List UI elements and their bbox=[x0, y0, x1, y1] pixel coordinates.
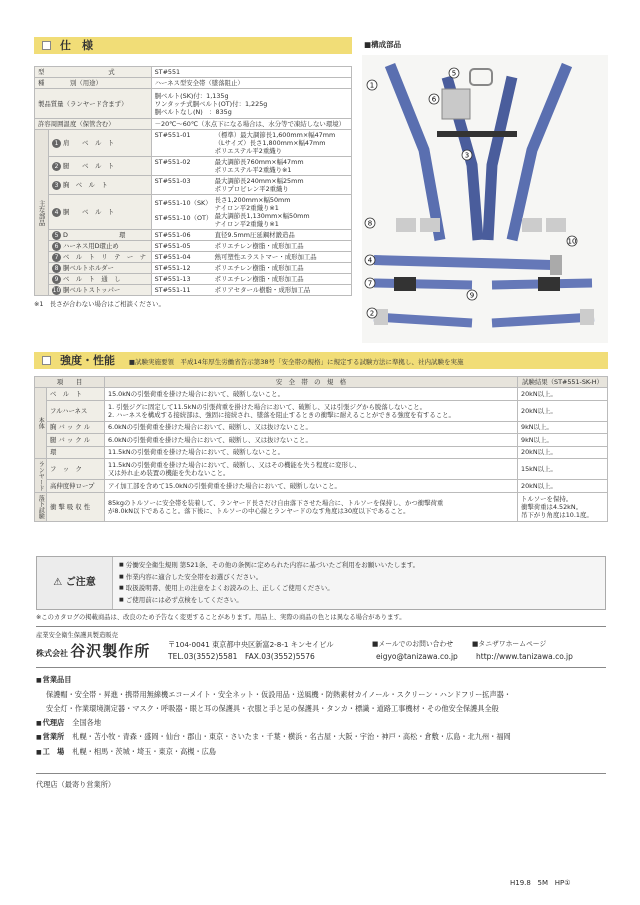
perf-row bbox=[35, 492, 608, 522]
perf-result bbox=[518, 421, 608, 434]
part-code: ST#551-03 bbox=[154, 177, 191, 185]
part-name bbox=[49, 176, 152, 195]
perf-std-line: が8.0kN以下であること。落下後に、トルソーの中心線とランヤードのなす角度は30度以下であること。 bbox=[108, 506, 410, 515]
part-name-text: 肩 ベ ル ト bbox=[63, 138, 115, 147]
caution-box bbox=[36, 556, 606, 610]
thigh-buckle-left bbox=[394, 277, 416, 291]
perf-result bbox=[518, 434, 608, 447]
part-number: 8 bbox=[52, 264, 61, 273]
part-row bbox=[35, 195, 352, 230]
perf-result-line: 20kN以上。 bbox=[521, 448, 557, 457]
part-desc-line: ポリエステル平2重織り bbox=[214, 147, 283, 155]
mail-link[interactable]: eigyo@tanizawa.co.jp bbox=[376, 652, 458, 661]
company-name: 株式会社 谷沢製作所 bbox=[36, 642, 151, 660]
part-code: ST#551-01 bbox=[154, 131, 191, 139]
perf-std bbox=[105, 446, 518, 459]
part-name bbox=[49, 274, 152, 285]
perf-result bbox=[518, 459, 608, 480]
d-ring-stopper bbox=[442, 89, 470, 119]
part-code: ST#551-11 bbox=[154, 286, 191, 294]
part-name bbox=[49, 252, 152, 263]
perf-row bbox=[35, 434, 608, 447]
part-row bbox=[35, 241, 352, 252]
footer bbox=[510, 879, 571, 888]
weight-n: 胴ベルトなし(N) ：835g bbox=[154, 107, 232, 116]
d-ring bbox=[470, 69, 492, 85]
part-desc-line: ポリエステル平2重織り※1 bbox=[214, 166, 292, 174]
holder-right bbox=[522, 218, 542, 232]
agency-value: 全国各地 bbox=[72, 717, 102, 727]
part-number: 5 bbox=[52, 231, 61, 240]
part-name-text: ハーネス用D環止め bbox=[63, 241, 119, 250]
footer-count: 5M bbox=[537, 879, 549, 887]
thigh-buckle-right bbox=[538, 277, 560, 291]
part-desc-line: ポリエチレン樹脂・成形加工品 bbox=[214, 264, 304, 272]
part-name-text: 胸 ベ ル ト bbox=[63, 180, 108, 189]
part-number: 6 bbox=[52, 242, 61, 251]
perf-result-line: 20kN以上。 bbox=[521, 406, 557, 415]
part-code: ST#551-04 bbox=[154, 253, 191, 261]
perf-result-line: 20kN以上。 bbox=[521, 481, 557, 490]
agency-label: ■ 代理店 bbox=[36, 718, 64, 727]
perf-col-std: 安 全 帯 の 規 格 bbox=[105, 377, 518, 388]
part-name bbox=[49, 157, 152, 176]
part-code: ST#551-12 bbox=[154, 264, 191, 272]
part-desc bbox=[151, 195, 351, 230]
part-desc bbox=[151, 241, 351, 252]
part-desc bbox=[151, 263, 351, 274]
perf-item: 腿 バ ッ ク ル bbox=[47, 434, 105, 447]
part-number: 1 bbox=[52, 139, 61, 148]
part-code: ST#551-06 bbox=[154, 231, 191, 239]
part-name-text: 胴ベルトストッパー bbox=[63, 285, 121, 294]
perf-col-item: 項 目 bbox=[35, 377, 105, 388]
perf-std-line: 11.5kNの引張荷重を掛けた場合において、破断しないこと。 bbox=[108, 448, 284, 457]
part-row bbox=[35, 176, 352, 195]
part-desc-line: 最大調節長760mm×幅47mm bbox=[214, 158, 304, 166]
perf-result bbox=[518, 480, 608, 493]
svg-text:6: 6 bbox=[431, 95, 437, 104]
part-desc bbox=[151, 130, 351, 157]
parts-side-label: 主な部品 bbox=[35, 130, 49, 296]
spec-table bbox=[34, 66, 352, 308]
perf-row bbox=[35, 421, 608, 434]
chest-belt bbox=[437, 131, 517, 137]
perf-side-label: ランヤード bbox=[35, 459, 47, 493]
perf-result-line: 衝撃荷重は4.52kN。 bbox=[521, 502, 583, 511]
spec-header bbox=[34, 37, 352, 54]
part-desc-line: 直径9.5mm圧延鋼材鍛造品 bbox=[214, 231, 295, 239]
svg-text:9: 9 bbox=[469, 291, 475, 300]
footer-page: HP① bbox=[554, 879, 571, 887]
caution-item: ■ 労働安全衛生規則 第521条、その他の条例に定められた内容に基づいたご利用をお願いいたします。 bbox=[119, 561, 419, 573]
perf-std bbox=[105, 480, 518, 493]
part-desc-line: ナイロン平2重織り※1 bbox=[214, 204, 279, 212]
type-value: ハーネス型安全帯（墜落阻止） bbox=[151, 78, 351, 89]
part-row bbox=[35, 252, 352, 263]
company-address: 〒104-0041 東京都中央区新富2-8-1 キンセイビル bbox=[168, 640, 334, 649]
part-name bbox=[49, 285, 152, 296]
weight-ot: ワンタッチ式胴ベルト(OT)付：1,225g bbox=[154, 99, 268, 108]
items-label: ■ 営業品目 bbox=[36, 675, 511, 685]
part-row bbox=[35, 130, 352, 157]
perf-std-line: 6.0kNの引張荷重を掛けた場合において、破断し、又は抜けないこと。 bbox=[108, 435, 312, 444]
perf-side-label: 本体 bbox=[35, 388, 47, 459]
part-code: ST#551-05 bbox=[154, 242, 191, 250]
perf-item: フルハーネス bbox=[47, 400, 105, 421]
perf-row bbox=[35, 400, 608, 421]
part-desc-line: ポリアセタール樹脂・成形加工品 bbox=[214, 286, 311, 294]
perf-subtitle: ■試験実施要領 平成14年厚生労働省告示第38号「安全帯の規格」に規定する試験方法に準拠し、社内試験を実施 bbox=[128, 358, 464, 366]
temp-label: 許容周囲温度（保管含む） bbox=[35, 119, 152, 130]
perf-std bbox=[105, 388, 518, 401]
perf-std-line: 2. ハーネスを構成する接続部は、強固に接続され、墜落を阻止するときの衝撃に耐えることができる強度を有すること。 bbox=[108, 410, 455, 419]
company-tag: 産業安全衛生保護具製造販売 bbox=[36, 632, 118, 639]
part-name bbox=[49, 263, 152, 274]
part-name bbox=[49, 195, 152, 230]
warning-icon: ⚠ bbox=[53, 577, 63, 588]
holder-right-2 bbox=[546, 218, 566, 232]
part-number: 3 bbox=[52, 181, 61, 190]
part-name-text: ベ ル ト 通 し bbox=[63, 274, 121, 283]
part-code: ST#551-13 bbox=[154, 275, 191, 283]
perf-item: 環 bbox=[47, 446, 105, 459]
part-code: ST#551-10（OT） bbox=[154, 214, 213, 222]
harness-illustration bbox=[362, 55, 608, 343]
dealer-label: 代理店（最寄り営業所） bbox=[36, 780, 116, 789]
perf-result bbox=[518, 446, 608, 459]
svg-text:4: 4 bbox=[367, 256, 373, 265]
part-code: ST#551-02 bbox=[154, 158, 191, 166]
part-desc bbox=[151, 176, 351, 195]
part-number: 2 bbox=[52, 162, 61, 171]
model-label: 型 式 bbox=[35, 67, 152, 78]
web-link[interactable]: http://www.tanizawa.co.jp bbox=[476, 652, 573, 661]
spec-title: 仕 様 bbox=[60, 39, 93, 52]
items-line-2: 安全灯・作業環境測定器・マスク・呼吸器・眼と耳の保護具・衣服と手と足の保護具・タンカ・標識・道路工事機材・その他安全保護具全般 bbox=[46, 703, 499, 713]
perf-result bbox=[518, 388, 608, 401]
perf-std bbox=[105, 459, 518, 480]
web-label: ■タニザワホームページ bbox=[472, 640, 547, 648]
part-row bbox=[35, 263, 352, 274]
part-name bbox=[49, 230, 152, 241]
perf-std bbox=[105, 492, 518, 522]
perf-std-line: 85kgのトルソーに安全帯を装着して、ランヤード長さだけ自由落下させた場合に、トルソーを保持し、かつ衝撃荷重 bbox=[108, 498, 444, 507]
part-desc-line: ナイロン平2重織り※1 bbox=[214, 220, 279, 228]
svg-text:5: 5 bbox=[451, 69, 457, 78]
part-desc bbox=[151, 252, 351, 263]
perf-item: ベ ル ト bbox=[47, 388, 105, 401]
part-number: 7 bbox=[52, 253, 61, 262]
part-desc bbox=[151, 274, 351, 285]
part-desc-line: ポリプロピレン平2重織り bbox=[214, 185, 289, 193]
part-name bbox=[49, 130, 152, 157]
perf-row bbox=[35, 480, 608, 493]
perf-item: 衝 撃 吸 収 性 bbox=[47, 492, 105, 522]
perf-result-line: 20kN以上。 bbox=[521, 389, 557, 398]
caution-label: ⚠ ご注意 bbox=[37, 557, 113, 609]
part-code: ST#551-10（SK） bbox=[154, 199, 212, 207]
weight-sk: 胴ベルト(SK)付：1,135g bbox=[154, 91, 229, 100]
holder-left-2 bbox=[420, 218, 440, 232]
waist-belt bbox=[374, 260, 552, 265]
part-desc-line: 熱可塑性エラストマー・成形加工品 bbox=[214, 253, 317, 261]
part-desc-line: ポリエチレン樹脂・成形加工品 bbox=[214, 242, 304, 250]
part-name-text: 胴 ベ ル ト bbox=[63, 207, 115, 216]
perf-std-line: 15.0kNの引張荷重を掛けた場合において、破断しないこと。 bbox=[108, 389, 284, 398]
perf-result-line: 15kN以上。 bbox=[521, 465, 557, 473]
part-number: 9 bbox=[52, 275, 61, 284]
catalog-note: ※このカタログの掲載商品は、改良のため予告なく変更することがあります。用品上、実際の商品の色とは異なる場合があります。 bbox=[36, 614, 406, 621]
svg-text:1: 1 bbox=[369, 81, 375, 90]
holder-left bbox=[396, 218, 416, 232]
perf-table bbox=[34, 376, 608, 522]
svg-text:2: 2 bbox=[369, 309, 375, 318]
perf-std-line: 又は外れ止め装置の機能を失わないこと。 bbox=[108, 469, 230, 477]
part-row bbox=[35, 157, 352, 176]
perf-std-line: 11.5kNの引張荷重を掛けた場合において、破断し、又はその機能を失う程度に変形し、 bbox=[108, 461, 361, 469]
part-desc bbox=[151, 285, 351, 296]
part-desc bbox=[151, 157, 351, 176]
svg-text:10: 10 bbox=[567, 237, 577, 246]
factories-value: 札幌・相馬・茨城・埼玉・東京・高槻・広島 bbox=[72, 746, 217, 756]
part-desc bbox=[151, 230, 351, 241]
part-name-text: D 環 bbox=[63, 230, 126, 239]
perf-item: 胸 バ ッ ク ル bbox=[47, 421, 105, 434]
part-name-text: 腿 ベ ル ト bbox=[63, 161, 115, 170]
perf-row bbox=[35, 388, 608, 401]
temp-value: －20℃～60℃（氷点下になる場合は、水分等で凍結しない環境） bbox=[151, 119, 351, 130]
items-line-1: 保護帽・安全帯・昇進・携帯用無線機エコーメイト・安全ネット・仮設用品・送風機・防熱素材カイノール・スクリーン・ハンドフリー拡声器・ bbox=[46, 689, 512, 699]
perf-std-line: 6.0kNの引張荷重を掛けた場合において、破断し、又は抜けないこと。 bbox=[108, 423, 312, 432]
caution-list bbox=[119, 561, 419, 607]
weight-values bbox=[151, 89, 351, 119]
business-block bbox=[36, 675, 511, 756]
perf-side-label: 落下試験 bbox=[35, 492, 47, 522]
part-number: 10 bbox=[52, 286, 61, 294]
weight-label: 製品質量（ランヤード含まず） bbox=[35, 89, 152, 119]
perf-result-line: トルソーを保持。 bbox=[521, 494, 573, 503]
part-desc-line: （標準）最大調節長1,600mm×幅47mm bbox=[214, 131, 336, 139]
perf-std-line: 1. 引張ジグに固定して11.5kNの引張荷重を掛けた場合において、破断し、又は引張ジグから脱落しないこと。 bbox=[108, 402, 427, 411]
part-desc-line: 最大調節長240mm×幅25mm bbox=[214, 177, 304, 185]
perf-header bbox=[34, 352, 608, 369]
part-name bbox=[49, 241, 152, 252]
perf-std bbox=[105, 434, 518, 447]
perf-result-line: 9kN以上。 bbox=[521, 435, 553, 444]
svg-text:8: 8 bbox=[367, 219, 373, 228]
perf-col-result: 試験結果（ST#551-SK-H） bbox=[518, 377, 608, 388]
perf-result bbox=[518, 400, 608, 421]
perf-item: フ ッ ク bbox=[47, 459, 105, 480]
part-name-text: 胴ベルトホルダー bbox=[63, 263, 114, 272]
part-row bbox=[35, 285, 352, 296]
part-desc-line: ポリエチレン樹脂・成形加工品 bbox=[214, 275, 304, 283]
part-desc-line: 最大調節長1,130mm×幅50mm bbox=[214, 212, 310, 220]
perf-title: 強度・性能 bbox=[60, 354, 115, 367]
perf-row bbox=[35, 446, 608, 459]
svg-text:7: 7 bbox=[367, 279, 373, 288]
perf-std bbox=[105, 421, 518, 434]
waist-buckle bbox=[550, 255, 562, 275]
spec-note: ※1 長さが合わない場合はご相談ください。 bbox=[34, 300, 165, 308]
part-desc-line: 長さ1,200mm×幅50mm bbox=[214, 196, 291, 204]
company-tel: TEL.03(3552)5581 FAX.03(3552)5576 bbox=[168, 652, 315, 661]
perf-result-line: 吊下がり角度は10.1度。 bbox=[521, 510, 593, 519]
type-label: 種 別（用途） bbox=[35, 78, 152, 89]
composition-title: ■構成部品 bbox=[364, 40, 402, 49]
caution-item: ■ ご使用前には必ず点検をしてください。 bbox=[119, 596, 419, 608]
caution-item: ■ 作業内容に適合した安全帯をお選びください。 bbox=[119, 573, 419, 585]
factories-label: ■ 工 場 bbox=[36, 747, 64, 756]
part-row bbox=[35, 230, 352, 241]
footer-edition: H19.8 bbox=[510, 879, 531, 887]
part-number: 4 bbox=[52, 208, 61, 217]
harness-photo bbox=[362, 55, 608, 343]
offices-label: ■ 営業所 bbox=[36, 732, 64, 741]
mail-label: ■メールでのお問い合わせ bbox=[372, 640, 454, 648]
model-value: ST#551 bbox=[151, 67, 351, 78]
part-row bbox=[35, 274, 352, 285]
perf-result bbox=[518, 492, 608, 522]
perf-row bbox=[35, 459, 608, 480]
part-name-text: ベ ル ト リ テ ー ナ bbox=[63, 252, 147, 261]
perf-result-line: 9kN以上。 bbox=[521, 423, 553, 432]
caution-item: ■ 取扱説明書、使用上の注意をよくお読みの上、正しくご使用ください。 bbox=[119, 584, 419, 596]
svg-text:3: 3 bbox=[464, 151, 470, 160]
perf-item: 高伸度伸ロープ bbox=[47, 480, 105, 493]
offices-value: 札幌・苫小牧・青森・盛岡・仙台・郡山・東京・さいたま・千葉・横浜・名古屋・大阪・宇治・神戸・高松・倉敷・広島・北九州・福岡 bbox=[72, 732, 511, 741]
perf-std-line: アイ加工部を含めて15.0kNの引張荷重を掛けた場合において、破断しないこと。 bbox=[108, 481, 341, 490]
part-desc-line: （Lサイズ）長さ1,800mm×幅47mm bbox=[214, 139, 326, 147]
perf-std bbox=[105, 400, 518, 421]
